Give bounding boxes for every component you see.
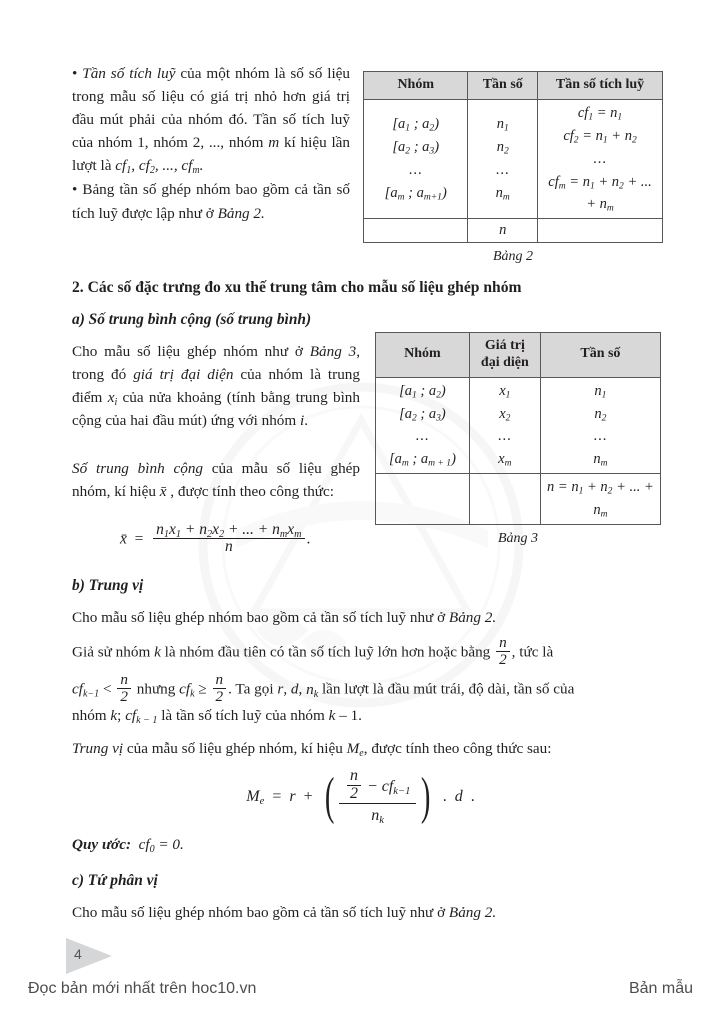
intro-bullet-1: • Tần số tích luỹ của một nhóm là số số liệu trong mẫu số liệu có giá trị nhỏ hơn giá trị đầu mút phải của nhóm đó. Tần số tích luỹ của nhóm 1, nhóm 2, ..., nhóm m kí hiệu lần lượt là $cf_1$, $cf_2$, ..., $cf_m$.	[72, 65, 351, 177]
fraction-n-over-2: $\frac{n}{2}$	[117, 672, 131, 705]
table3-header-representative: Giá trị đại diện	[469, 333, 540, 378]
table3-cell-representative: $x_1$ $x_2$ ... $x_m$	[469, 377, 540, 474]
part-a-ref-bang3: Bảng 3	[309, 343, 357, 360]
table-header-row	[376, 333, 661, 378]
formula-mean-lhs: x̄	[120, 530, 127, 548]
intro-bullet-2-reference: Bảng 2.	[217, 204, 265, 222]
table2-header-frequency: Tần số	[468, 72, 538, 100]
part-b-paragraph-1	[72, 606, 650, 630]
intro-bullet-1-symbols: $cf_1$, $cf_2$, ..., $cf_m$.	[115, 157, 204, 177]
table3-caption: Bảng 3	[497, 531, 539, 547]
part-a-paragraph-1: Cho mẫu số liệu ghép nhóm như ở Bảng 3, trong đó giá trị đại diện của nhóm là trung điểm $x_i$ của nửa khoảng (tính bằng trung bình cộng của hai đầu mút) ứng với nhóm i.	[72, 343, 361, 430]
table3-header-group: Nhóm	[376, 333, 470, 378]
intro-text-column	[72, 62, 350, 226]
triangle-icon	[66, 938, 112, 974]
intro-bullet-2	[72, 178, 350, 224]
formula-mean-denominator: n	[153, 538, 304, 555]
part-c-paragraph-1-text: Cho mẫu số liệu ghép nhóm bao gồm cả tần số tích luỹ như ở	[72, 904, 449, 921]
part-b-paragraph-5: Trung vị của mẫu số liệu ghép nhóm, kí hiệu $M_e$, được tính theo công thức sau:	[72, 740, 552, 759]
table-total-row	[376, 474, 661, 525]
table2-header-cumulative: Tần số tích luỹ	[538, 72, 663, 100]
table-total-row	[364, 219, 663, 243]
convention-label: Quy ước:	[72, 836, 131, 853]
table-bang-2	[363, 71, 663, 243]
formula-median-paren-group	[321, 768, 435, 826]
table2-cell-cumulative: $cf_1 = n_1$ $cf_2 = n_1 + n_2$ ... $cf_m = n_1 + n_2$ + ... + $n_m$	[538, 99, 663, 219]
part-b-paragraph-2: Giả sử nhóm k là nhóm đầu tiên có tần số tích luỹ lớn hơn hoặc bằng $\frac{n}{2}$ , tức là	[72, 634, 554, 668]
table3-total-frequency: $n = n_1 + n_2$ + ... + $n_m$	[540, 474, 660, 525]
table-row	[364, 99, 663, 219]
table3-header-frequency: Tần số	[540, 333, 660, 378]
page-number-marker	[66, 938, 112, 974]
part-a-heading: a) Số trung bình cộng (số trung bình)	[72, 311, 312, 328]
table2-header-group: Nhóm	[364, 72, 468, 100]
table3-cell-group: [$a_1$ ; $a_2$) [$a_2$ ; $a_3$) ... [$a_m$ ; $a_{m + 1}$)	[376, 377, 470, 474]
table-header-row	[364, 72, 663, 100]
fraction-n-over-2: $\frac{n}{2}$	[496, 635, 510, 668]
intro-bullet-2-body: • Bảng tần số ghép nhóm bao gồm cả tần số tích luỹ được lập như ở	[72, 181, 350, 222]
intro-bullet-1-emphasis: Tần số tích luỹ	[82, 65, 176, 82]
formula-median-r: r	[289, 787, 296, 805]
table2-total-frequency: n	[468, 219, 538, 243]
table2-cell-group: [$a_1$ ; $a_2$) [$a_2$ ; $a_3$) ... [$a_m$ ; $a_{m+1}$)	[364, 99, 468, 219]
table2-total-cumulative	[538, 219, 663, 243]
convention-value: $cf_0 = 0$.	[134, 836, 184, 855]
formula-median-d: d	[454, 787, 463, 805]
formula-median: $M_e = r$ + ( $\frac{n}{2}$ − $cf_{k-1}$ $n_k$ ) . d .	[246, 767, 475, 827]
table2-block	[363, 71, 663, 265]
section-2-heading: 2. Các số đặc trưng đo xu thế trung tâm cho mẫu số liệu ghép nhóm	[72, 279, 522, 296]
formula-median-denominator: $n_k$	[339, 803, 416, 826]
table-row	[376, 377, 661, 474]
formula-mean-numerator: $n_1x_1 + n_2x_2$ + ... + $n_mx_m$	[156, 521, 302, 540]
formula-mean-fraction	[153, 522, 304, 555]
formula-median-fraction	[339, 768, 416, 826]
part-a-emphasis-mean: Số trung bình cộng	[72, 460, 204, 477]
table2-caption: Bảng 2	[492, 249, 534, 265]
part-b-paragraph-1-text: Cho mẫu số liệu ghép nhóm bao gồm cả tần số tích luỹ như ở	[72, 609, 449, 626]
part-a-paragraph-2: Số trung bình cộng của mẫu số liệu ghép nhóm, kí hiệu x̄ , được tính theo công thức:	[72, 460, 361, 501]
table3-cell-frequency: $n_1$ $n_2$ ... $n_m$	[540, 377, 660, 474]
table2-total-group	[364, 219, 468, 243]
page-number: 4	[74, 946, 82, 962]
formula-median-lhs: $M_e$	[246, 787, 265, 807]
part-c-paragraph-1	[72, 901, 650, 925]
fraction-n-over-2: $\frac{n}{2}$	[213, 672, 227, 705]
part-c-ref-bang2: Bảng 2.	[448, 904, 497, 921]
table3-total-group	[376, 474, 470, 525]
part-a-emphasis-giatri: giá trị đại diện	[133, 366, 234, 384]
table-bang-3	[375, 332, 661, 525]
table2-cell-frequency: $n_1$ $n_2$ ... $n_m$	[468, 99, 538, 219]
part-b-paragraph-4: nhóm k; $cf_{k - 1}$ là tần số tích luỹ của nhóm k – 1.	[72, 707, 362, 726]
footer-right-text: Bản mẫu	[628, 980, 693, 997]
part-b-paragraph-3: $cf_{k-1}$ < $\frac{n}{2}$ nhưng $cf_k$ ≥ $\frac{n}{2}$ . Ta gọi r, d, $n_k$ lần lượt là đầu mút trái, độ dài, tần số của	[72, 671, 575, 705]
part-c-heading: c) Tứ phân vị	[72, 872, 158, 889]
footer-left-text: Đọc bản mới nhất trên hoc10.vn	[28, 980, 257, 997]
part-a-symbol-xbar: x̄	[159, 483, 167, 501]
intro-bullet-1-body: của một nhóm là số số liệu trong mẫu số liệu có giá trị nhỏ hơn giá trị đầu mút phải của nhóm đó. Tần số tích luỹ của nhóm 1, nhóm 2, ..., nhóm m kí hiệu lần lượt là	[72, 65, 351, 175]
part-b-ref-bang2: Bảng 2.	[448, 609, 497, 626]
part-b-convention	[72, 833, 650, 857]
left-paren: (	[324, 768, 335, 825]
table3-total-representative	[469, 474, 540, 525]
formula-mean: x̄ = $\frac{n_1x_1 + n_2x_2 + ... + n_mx_m}{n}$ .	[120, 521, 311, 556]
right-paren: )	[421, 768, 431, 825]
formula-median-numerator: $\frac{n}{2}$ − $cf_{k-1}$	[339, 768, 416, 803]
part-b-emphasis-median: Trung vị	[72, 740, 124, 757]
table3-block	[375, 332, 661, 547]
part-b-heading: b) Trung vị	[72, 577, 144, 594]
